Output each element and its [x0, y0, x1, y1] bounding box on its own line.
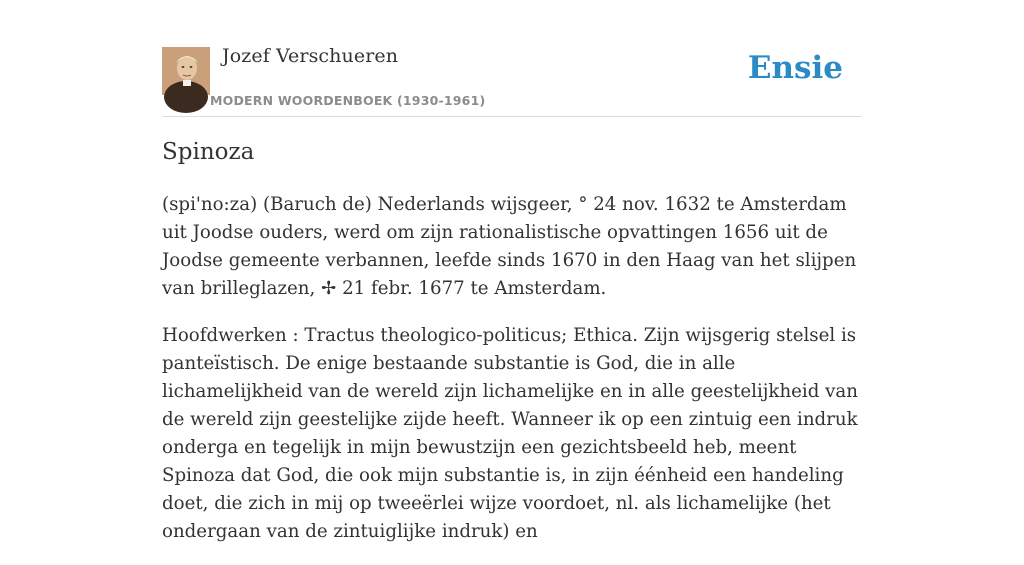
- author-portrait-icon: [162, 47, 210, 95]
- article-body: [162, 191, 862, 565]
- page-title: Spinoza: [162, 139, 255, 165]
- author-name[interactable]: Jozef Verschueren: [222, 45, 399, 67]
- article-header: [162, 0, 862, 117]
- ensie-logo-link[interactable]: Ensie: [747, 50, 843, 86]
- article-paragraph: (spi'no:za) (Baruch de) Nederlands wijsgeer, ° 24 nov. 1632 te Amsterdam uit Joodse ouders, werd om zijn rationalistische opvattingen 1656 uit de Joodse gemeente verbannen, leefde sinds 1670 in den Haag van het slijpen van brilleglazen, ✢ 21 febr. 1677 te Amsterdam.: [162, 194, 857, 299]
- author-avatar[interactable]: [162, 47, 210, 95]
- article-paragraph: Hoofdwerken : Tractus theologico-politicus; Ethica. Zijn wijsgerig stelsel is panteïstisch. De enige bestaande substantie is God, die in alle lichamelijkheid van de wereld zijn lichamelijke en in alle geestelijkheid van de wereld zijn geestelijke zijde heeft. Wanneer ik op een zintuig een indruk onderga en tegelijk in mijn bewustzijn een gezichtsbeeld heb, meent Spinoza dat God, die ook mijn substantie is, in zijn éénheid een handeling doet, die zich in mij op tweeërlei wijze voordoet, nl. als lichamelijke (het ondergaan van de zintuiglijke indruk) en: [162, 325, 858, 542]
- source-label: MODERN WOORDENBOEK (1930-1961): [210, 93, 486, 108]
